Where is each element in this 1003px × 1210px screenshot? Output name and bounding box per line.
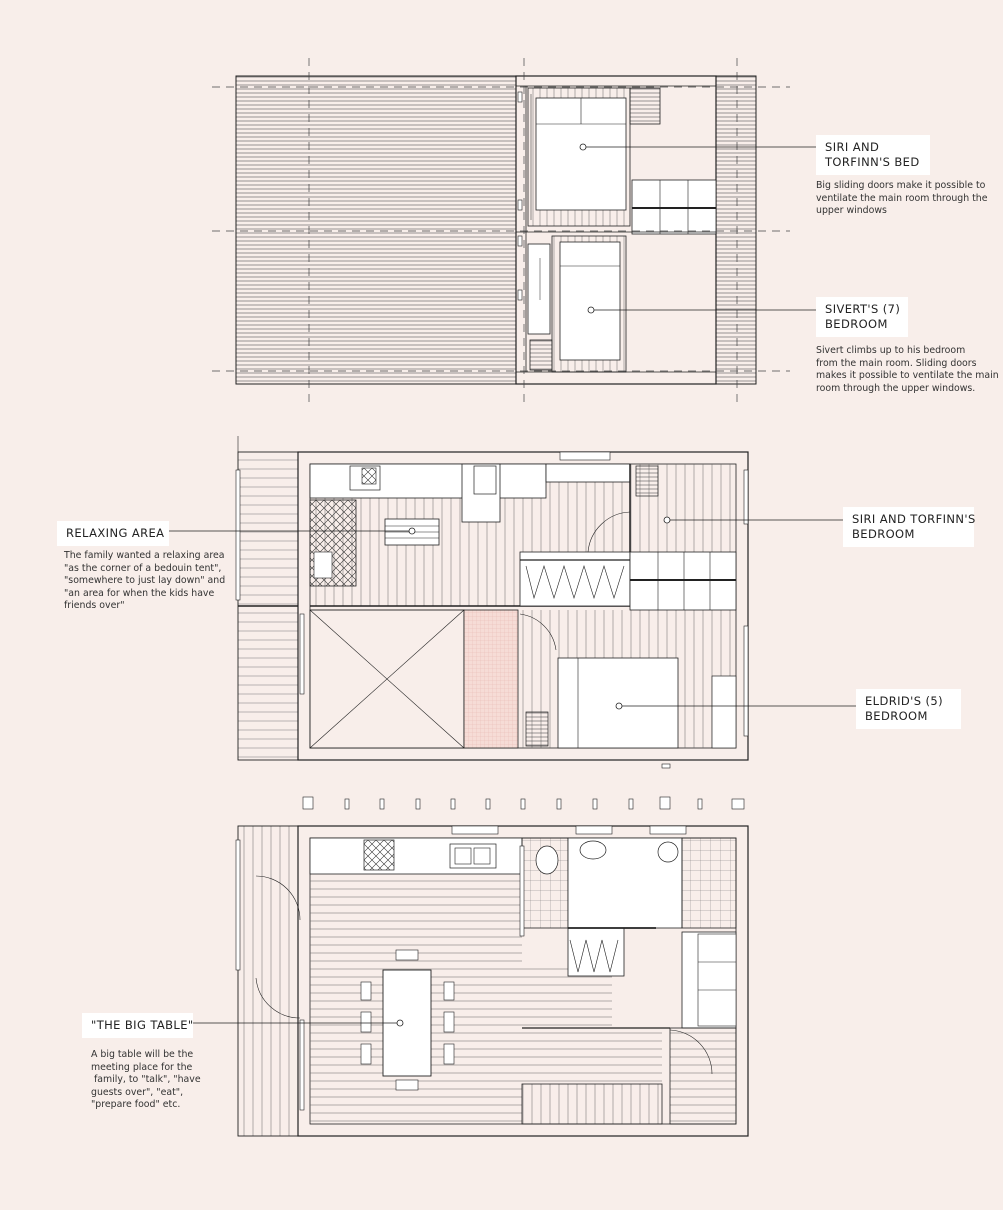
roof-loft-plan (212, 58, 790, 404)
description-line: "prepare food" etc. (91, 1099, 181, 1111)
relaxing-area-label (57, 521, 169, 546)
description-line: "as the corner of a bedouin tent", (64, 562, 222, 574)
description-line: room through the upper windows. (816, 382, 976, 394)
description-line: "an area for when the kids have (64, 587, 215, 599)
siri-torfinn-bed-label (816, 135, 930, 175)
siverts-bedroom-description (816, 345, 999, 395)
description-line: from the main room. Sliding doors (816, 357, 977, 369)
siri-torfinn-bed-title-2: TORFINN'S BED (825, 155, 920, 169)
siri-torfinn-bedroom-label (843, 507, 974, 547)
description-line: Big sliding doors make it possible to (816, 180, 986, 191)
siri-torfinn-bedroom-title-1: SIRI AND TORFINN'S (852, 512, 976, 526)
eldrids-bedroom-label (856, 689, 961, 729)
relaxing-area-title: RELAXING AREA (66, 526, 165, 540)
description-line: The family wanted a relaxing area (64, 550, 225, 561)
ground-floor-plan (236, 797, 748, 1136)
description-line: ventilate the main room through the (816, 192, 988, 204)
siri-torfinn-bed-description (816, 180, 988, 218)
big-table-label (82, 1013, 193, 1038)
eldrids-bedroom-title-2: BEDROOM (865, 709, 928, 723)
description-line: makes it possible to ventilate the main (816, 370, 999, 382)
description-line: Sivert climbs up to his bedroom (816, 345, 966, 356)
description-line: family, to "talk", "have (91, 1074, 201, 1086)
siri-torfinn-bedroom-title-2: BEDROOM (852, 527, 915, 541)
second-floor-plan (236, 436, 748, 768)
description-line: meeting place for the (91, 1061, 193, 1073)
description-line: friends over" (64, 600, 125, 612)
description-line: "somewhere to just lay down" and (64, 575, 226, 587)
eldrids-bedroom-title-1: ELDRID'S (5) (865, 694, 943, 708)
siverts-bedroom-label (816, 297, 908, 337)
description-line: upper windows (816, 205, 887, 217)
siri-torfinn-bed-title-1: SIRI AND (825, 140, 880, 154)
siverts-bedroom-title-1: SIVERT'S (7) (825, 302, 901, 316)
description-line: A big table will be the (91, 1049, 194, 1060)
big-table-description (91, 1049, 201, 1112)
siverts-bedroom-title-2: BEDROOM (825, 317, 888, 331)
relaxing-area-description (64, 550, 225, 613)
big-table-title: "THE BIG TABLE" (91, 1018, 194, 1032)
description-line: guests over", "eat", (91, 1086, 184, 1098)
